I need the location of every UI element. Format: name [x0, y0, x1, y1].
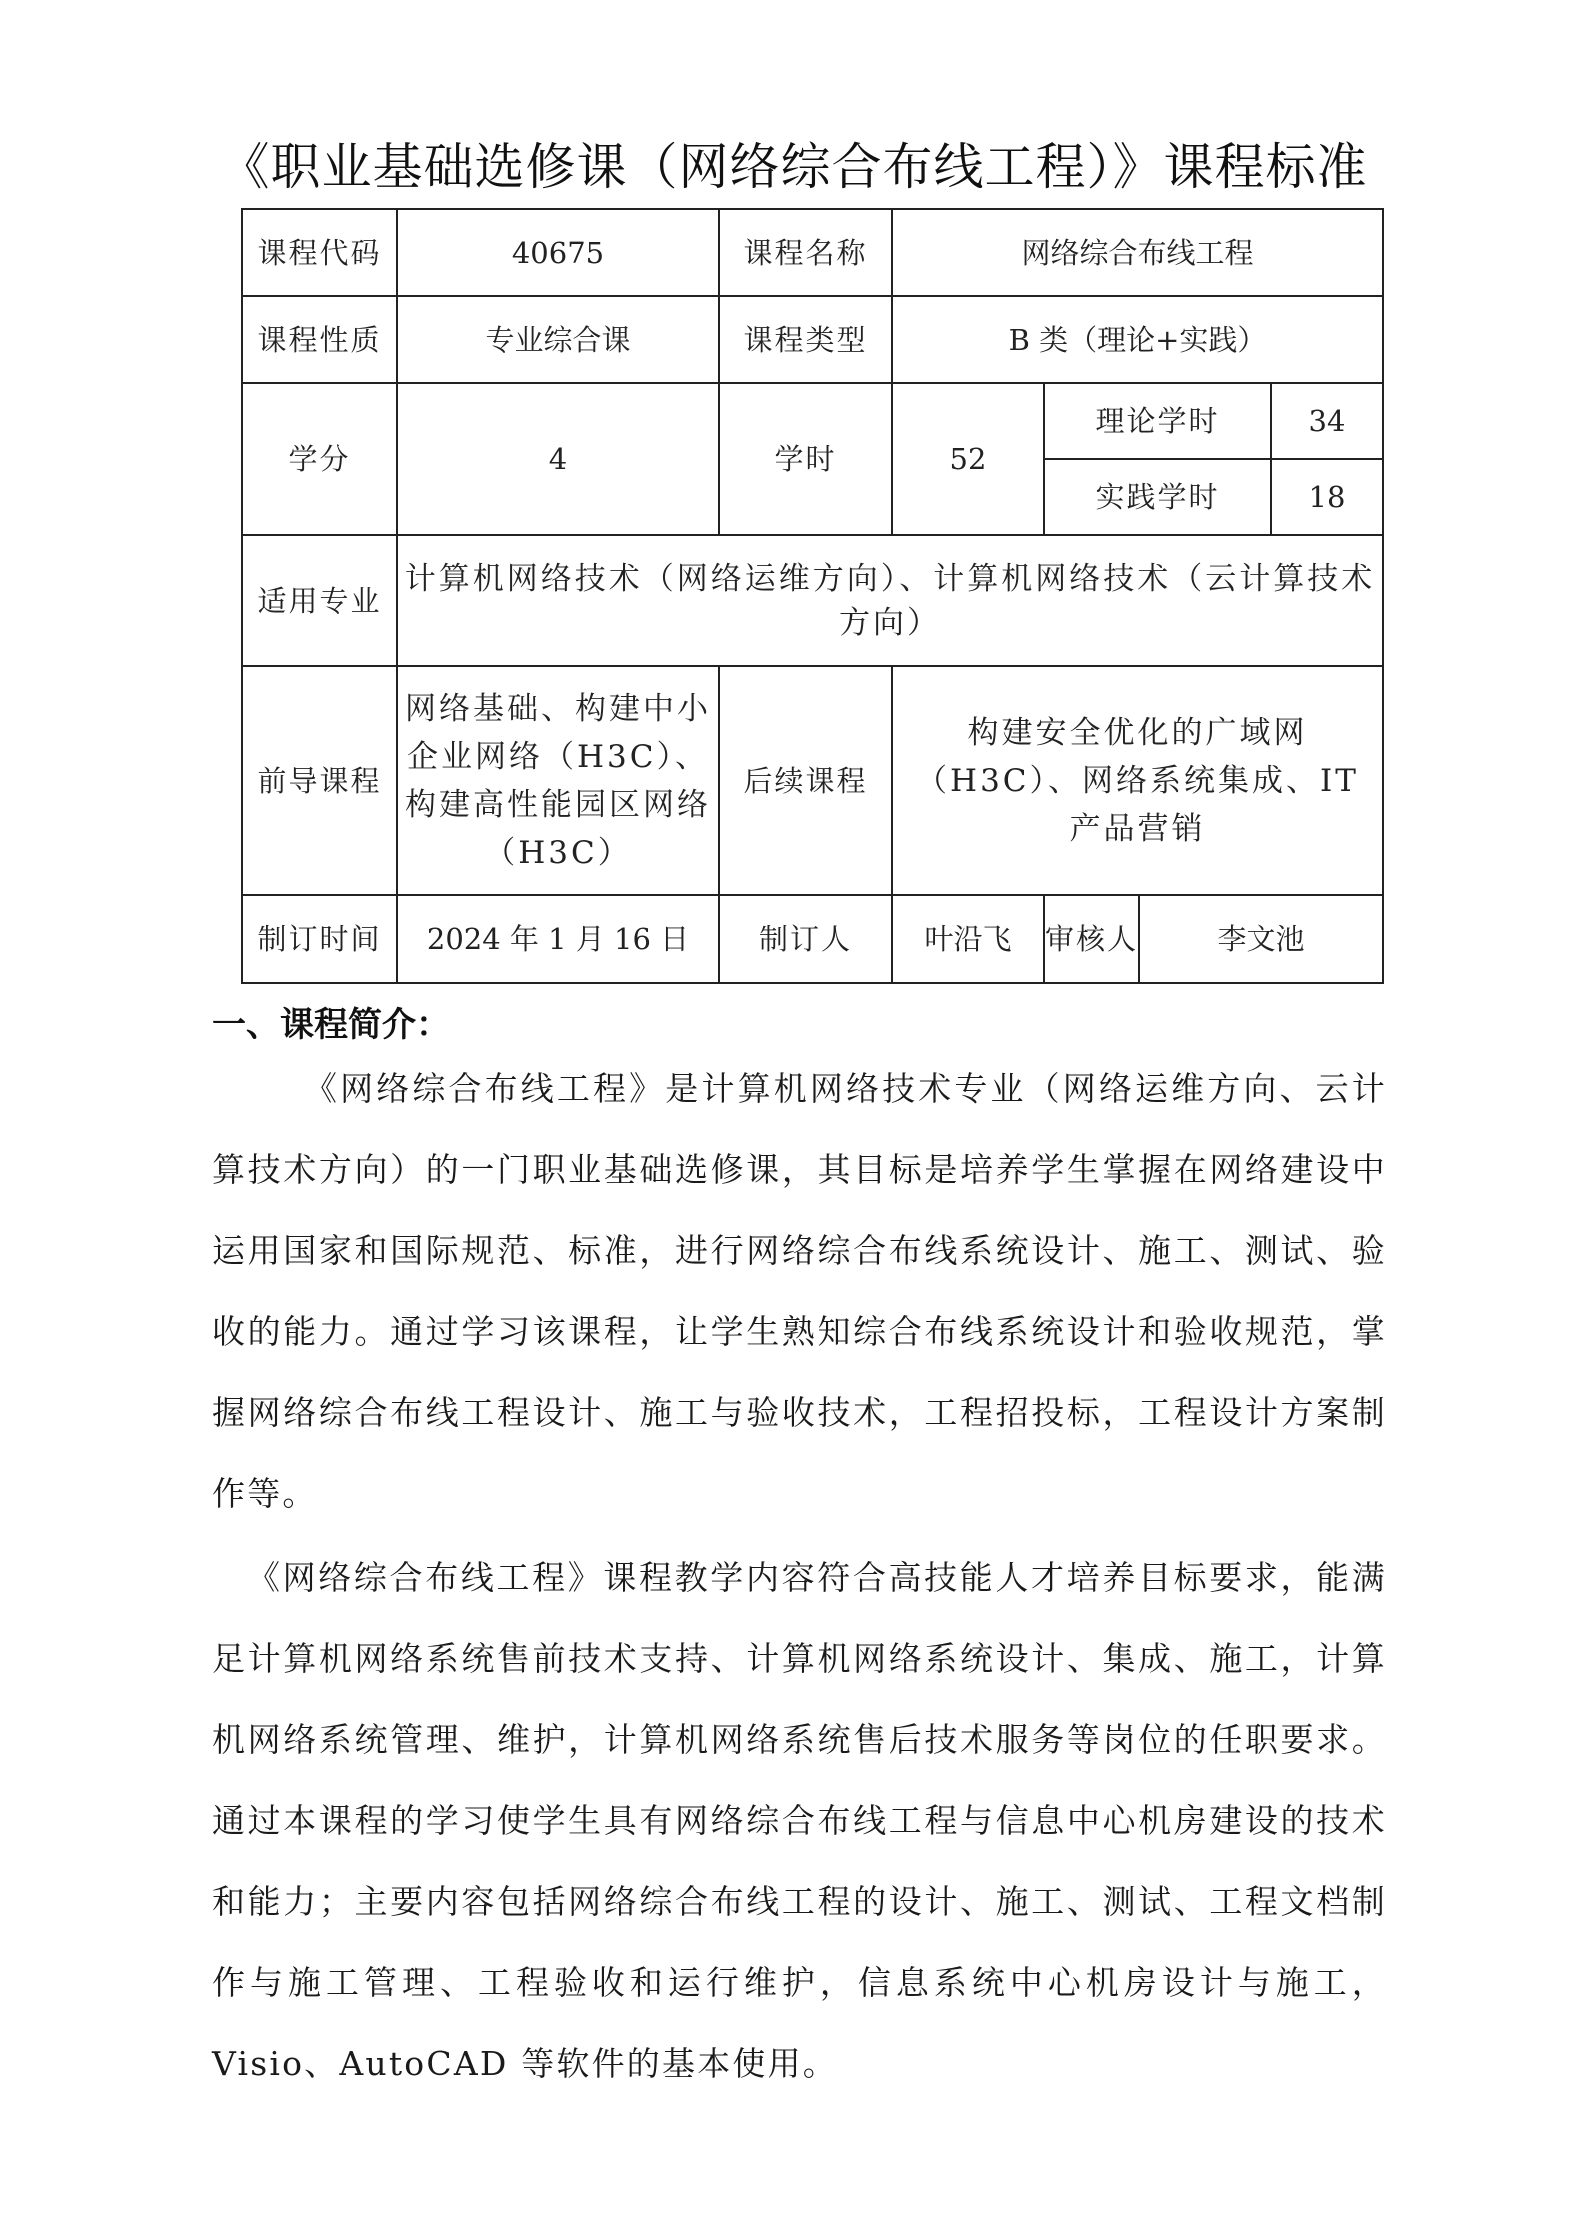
theory-hours-value: 34 — [1271, 383, 1383, 459]
prereq-label: 前导课程 — [242, 666, 397, 895]
practice-hours-label: 实践学时 — [1044, 459, 1271, 535]
majors-label: 适用专业 — [242, 535, 397, 666]
section-heading: 一、课程简介： — [212, 1005, 450, 1045]
follow-label: 后续课程 — [719, 666, 892, 895]
document-title: 《职业基础选修课（网络综合布线工程）》课程标准 — [219, 138, 1368, 196]
intro-paragraph-1: 《网络综合布线工程》是计算机网络技术专业（网络运维方向、云计算技术方向）的一门职业基础选修课，其目标是培养学生掌握在网络建设中运用国家和国际规范、标准，进行网络综合布线系统设计、施工、测试、验收的能力。通过学习该课程，让学生熟知综合布线系统设计和验收规范，掌握网络综合布线工程设计、施工与验收技术，工程招投标，工程设计方案制作等。 — [212, 1069, 1387, 1513]
table-row — [242, 895, 1383, 983]
course-nature-value: 专业综合课 — [397, 296, 719, 383]
reviewer-value: 李文池 — [1139, 895, 1383, 983]
date-label: 制订时间 — [242, 895, 397, 983]
reviewer-label: 审核人 — [1044, 895, 1139, 983]
course-name-value: 网络综合布线工程 — [892, 209, 1383, 296]
hours-value: 52 — [892, 383, 1044, 535]
course-info-table — [241, 208, 1384, 984]
theory-hours-label: 理论学时 — [1044, 383, 1271, 459]
table-row — [242, 383, 1383, 459]
credits-value: 4 — [397, 383, 719, 535]
course-type-value: B 类（理论+实践） — [892, 296, 1383, 383]
intro-paragraph-2: 《网络综合布线工程》课程教学内容符合高技能人才培养目标要求，能满足计算机网络系统售前技术支持、计算机网络系统设计、集成、施工，计算机网络系统管理、维护，计算机网络系统售后技术服务等岗位的任职要求。通过本课程的学习使学生具有网络综合布线工程与信息中心机房建设的技术和能力；主要内容包括网络综合布线工程的设计、施工、测试、工程文档制作与施工管理、工程验收和运行维护，信息系统中心机房设计与施工，Visio、AutoCAD 等软件的基本使用。 — [212, 1558, 1387, 2083]
table-row — [242, 666, 1383, 895]
credits-label: 学分 — [242, 383, 397, 535]
hours-label: 学时 — [719, 383, 892, 535]
course-name-label: 课程名称 — [719, 209, 892, 296]
course-code-value: 40675 — [397, 209, 719, 296]
course-code-label: 课程代码 — [242, 209, 397, 296]
majors-value: 计算机网络技术（网络运维方向）、计算机网络技术（云计算技术方向） — [397, 535, 1383, 666]
practice-hours-value: 18 — [1271, 459, 1383, 535]
course-type-label: 课程类型 — [719, 296, 892, 383]
course-nature-label: 课程性质 — [242, 296, 397, 383]
follow-value: 构建安全优化的广域网（H3C）、网络系统集成、IT 产品营销 — [892, 666, 1383, 895]
prereq-value: 网络基础、构建中小企业网络（H3C）、构建高性能园区网络（H3C） — [397, 666, 719, 895]
author-label: 制订人 — [719, 895, 892, 983]
date-value: 2024 年 1 月 16 日 — [397, 895, 719, 983]
table-row — [242, 296, 1383, 383]
table-row — [242, 209, 1383, 296]
table-row — [242, 535, 1383, 666]
author-value: 叶沿飞 — [892, 895, 1044, 983]
